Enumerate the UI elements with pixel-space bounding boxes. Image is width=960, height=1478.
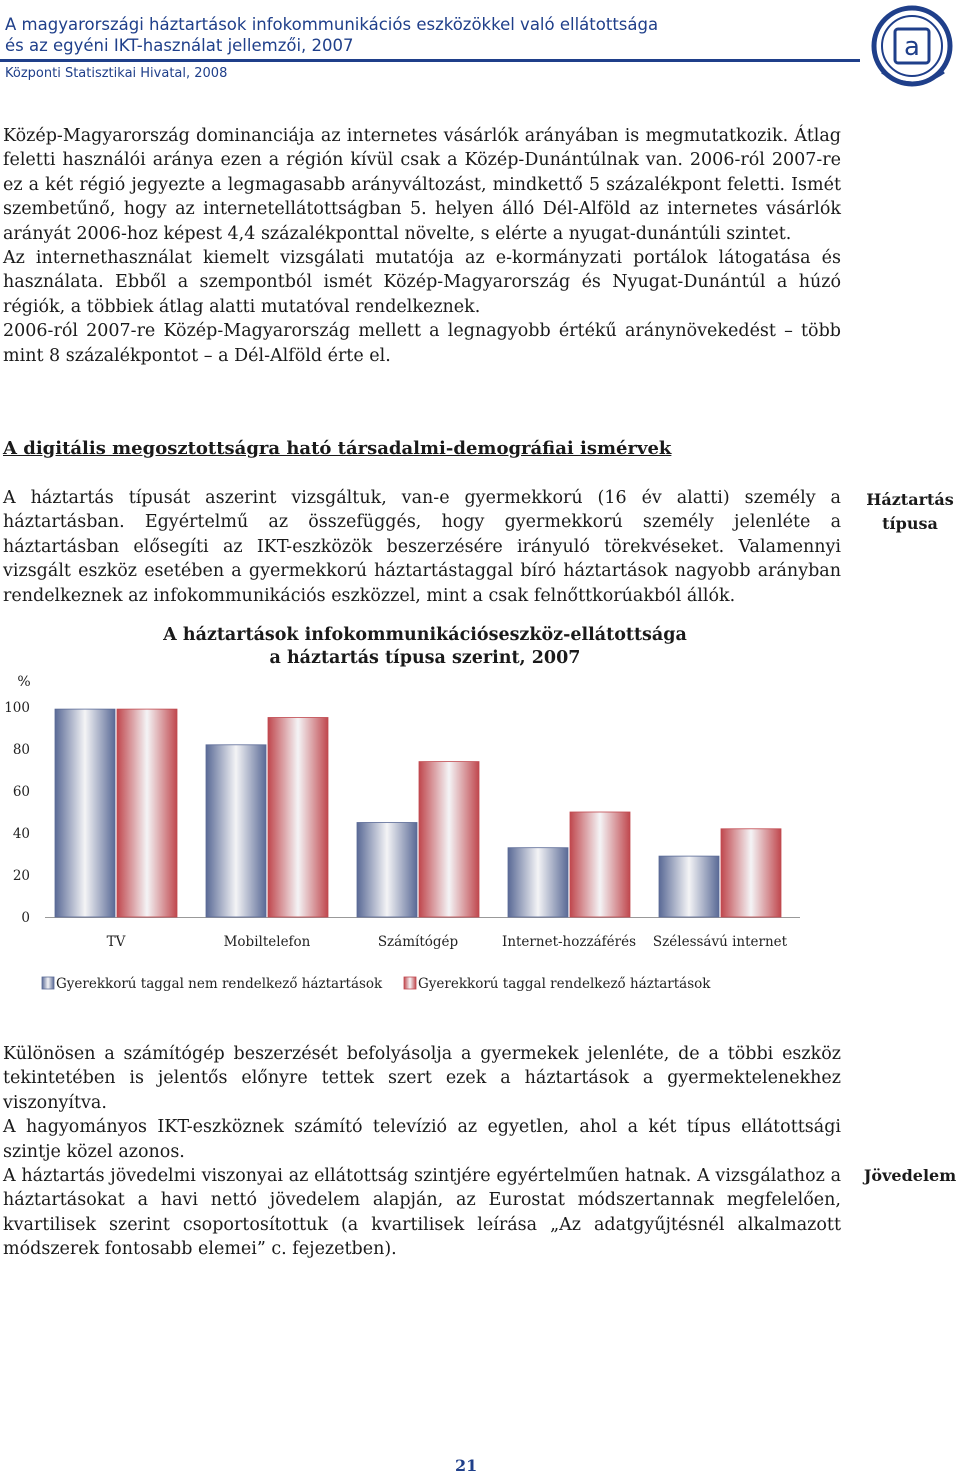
y-tick-label: 0 bbox=[21, 910, 30, 926]
bar-without-child bbox=[357, 823, 417, 918]
after-paragraph-3: A háztartás jövedelmi viszonyai az ellátottság szintjére egyértelműen hatnak. A vizsgálathoz a háztartásokat a havi nettó jövedelem alapján, az Eurostat módszertannak megfelelően, kvartilisek szerint csoportosítottuk (a kvartilisek leírása „Az adatgyűjtésnél alkalmazott módszerek fontosabb elemei” c. fejezetben). bbox=[3, 1166, 841, 1260]
intro-paragraph-2: Az internethasználat kiemelt vizsgálati mutatója az e-kormányzati portálok látogatása és használata. Ebből a szempontból ismét Közép-Magyarország és Nyugat-Dunántúl a húzó régiók, a többiek átlag alatti mutatóval rendelkeznek. bbox=[3, 248, 841, 317]
section-title: A digitális megosztottságra ható társadalmi-demográfiai ismérvek bbox=[3, 438, 672, 459]
legend-label: Gyerekkorú taggal nem rendelkező háztartások bbox=[56, 976, 383, 992]
bar-with-child bbox=[721, 829, 781, 917]
bar-without-child bbox=[659, 856, 719, 917]
page-number: 21 bbox=[455, 1456, 478, 1475]
bar-without-child bbox=[508, 848, 568, 917]
after-paragraph-1: Különösen a számítógép beszerzését befolyásolja a gyermekek jelenléte, de a többi eszköz tekintetében is jelentős előnyre tettek szert ezek a háztartások a gyermektelenekhez viszonyítva. bbox=[3, 1044, 841, 1113]
bar-with-child bbox=[419, 762, 479, 917]
margin-note-household-type: Háztartás típusa bbox=[866, 490, 954, 533]
x-tick-label: Mobiltelefon bbox=[223, 934, 311, 950]
intro-paragraph-1: Közép-Magyarország dominanciája az internetes vásárlók arányában is megmutatkozik. Átlag feletti használói aránya ezen a régión kívül csak a Közép-Dunántúlnak van. 2006-ról 2007-re ez a két régió jegyezte a legmagasabb arányváltozást, mindkettő 5 százalékpont feletti. Ismét szembetűnő, hogy az internetellátottságban 5. helyen álló Dél-Alföld az internetes vásárlók arányát 2006-hoz képest 4,4 százalékponttal növelte, s elérte a nyugat-dunántúli szintet. bbox=[3, 126, 841, 244]
bar-without-child bbox=[206, 745, 266, 917]
household-paragraph: A háztartás típusát aszerint vizsgáltuk, van-e gyermekkorú (16 év alatti) személy a háztartásban. Egyértelmű az összefüggés, hogy gyermekkorú személy jelenléte a háztartásban elősegíti az IKT-eszközök beszerzésére irányuló törekvéseket. Valamennyi vizsgált eszköz esetében a gyermekkorú háztartástaggal bíró háztartások nagyobb arányban rendelkeznek az infokommunikációs eszközzel, mint a csak felnőttkorúakból állók. bbox=[3, 488, 841, 606]
after-paragraph-2: A hagyományos IKT-eszköznek számító televízió az egyetlen, ahol a két típus ellátottsági szintje közel azonos. bbox=[3, 1117, 841, 1162]
y-tick-label: 60 bbox=[12, 784, 30, 800]
y-tick-label: 100 bbox=[4, 700, 30, 716]
legend-label: Gyerekkorú taggal rendelkező háztartások bbox=[418, 976, 711, 992]
x-tick-label: Szélessávú internet bbox=[652, 934, 788, 950]
x-tick-label: TV bbox=[106, 934, 126, 950]
bar-with-child bbox=[268, 718, 328, 918]
bar-without-child bbox=[55, 709, 115, 917]
chart-title: A háztartások infokommunikációseszköz-ellátottsága a háztartás típusa szerint, 2007 bbox=[163, 625, 687, 668]
bar-chart bbox=[0, 660, 960, 1000]
margin-note-income: Jövedelem bbox=[863, 1166, 957, 1185]
x-tick-label: Számítógép bbox=[377, 934, 459, 950]
y-axis-label: % bbox=[17, 674, 31, 690]
header-rule bbox=[0, 59, 860, 62]
y-tick-label: 80 bbox=[12, 742, 30, 758]
legend-swatch bbox=[404, 977, 416, 989]
publication-title: A magyarországi háztartások infokommunikációs eszközökkel való ellátottsága és az egyéni IKT-használat jellemzői, 2007 bbox=[5, 15, 659, 55]
after-text bbox=[3, 1042, 841, 1262]
ksh-logo-icon bbox=[862, 2, 957, 92]
intro-text bbox=[3, 124, 841, 368]
bar-with-child bbox=[117, 709, 177, 917]
y-tick-label: 40 bbox=[12, 826, 30, 842]
bar-with-child bbox=[570, 812, 630, 917]
legend-swatch bbox=[42, 977, 54, 989]
y-tick-label: 20 bbox=[12, 868, 30, 884]
publisher: Központi Statisztikai Hivatal, 2008 bbox=[5, 66, 228, 81]
svg-text:a: a bbox=[904, 32, 920, 62]
intro-paragraph-3: 2006-ról 2007-re Közép-Magyarország mellett a legnagyobb értékű aránynövekedést – több mint 8 százalékpontot – a Dél-Alföld érte el. bbox=[3, 321, 841, 366]
x-tick-label: Internet-hozzáférés bbox=[501, 934, 637, 950]
